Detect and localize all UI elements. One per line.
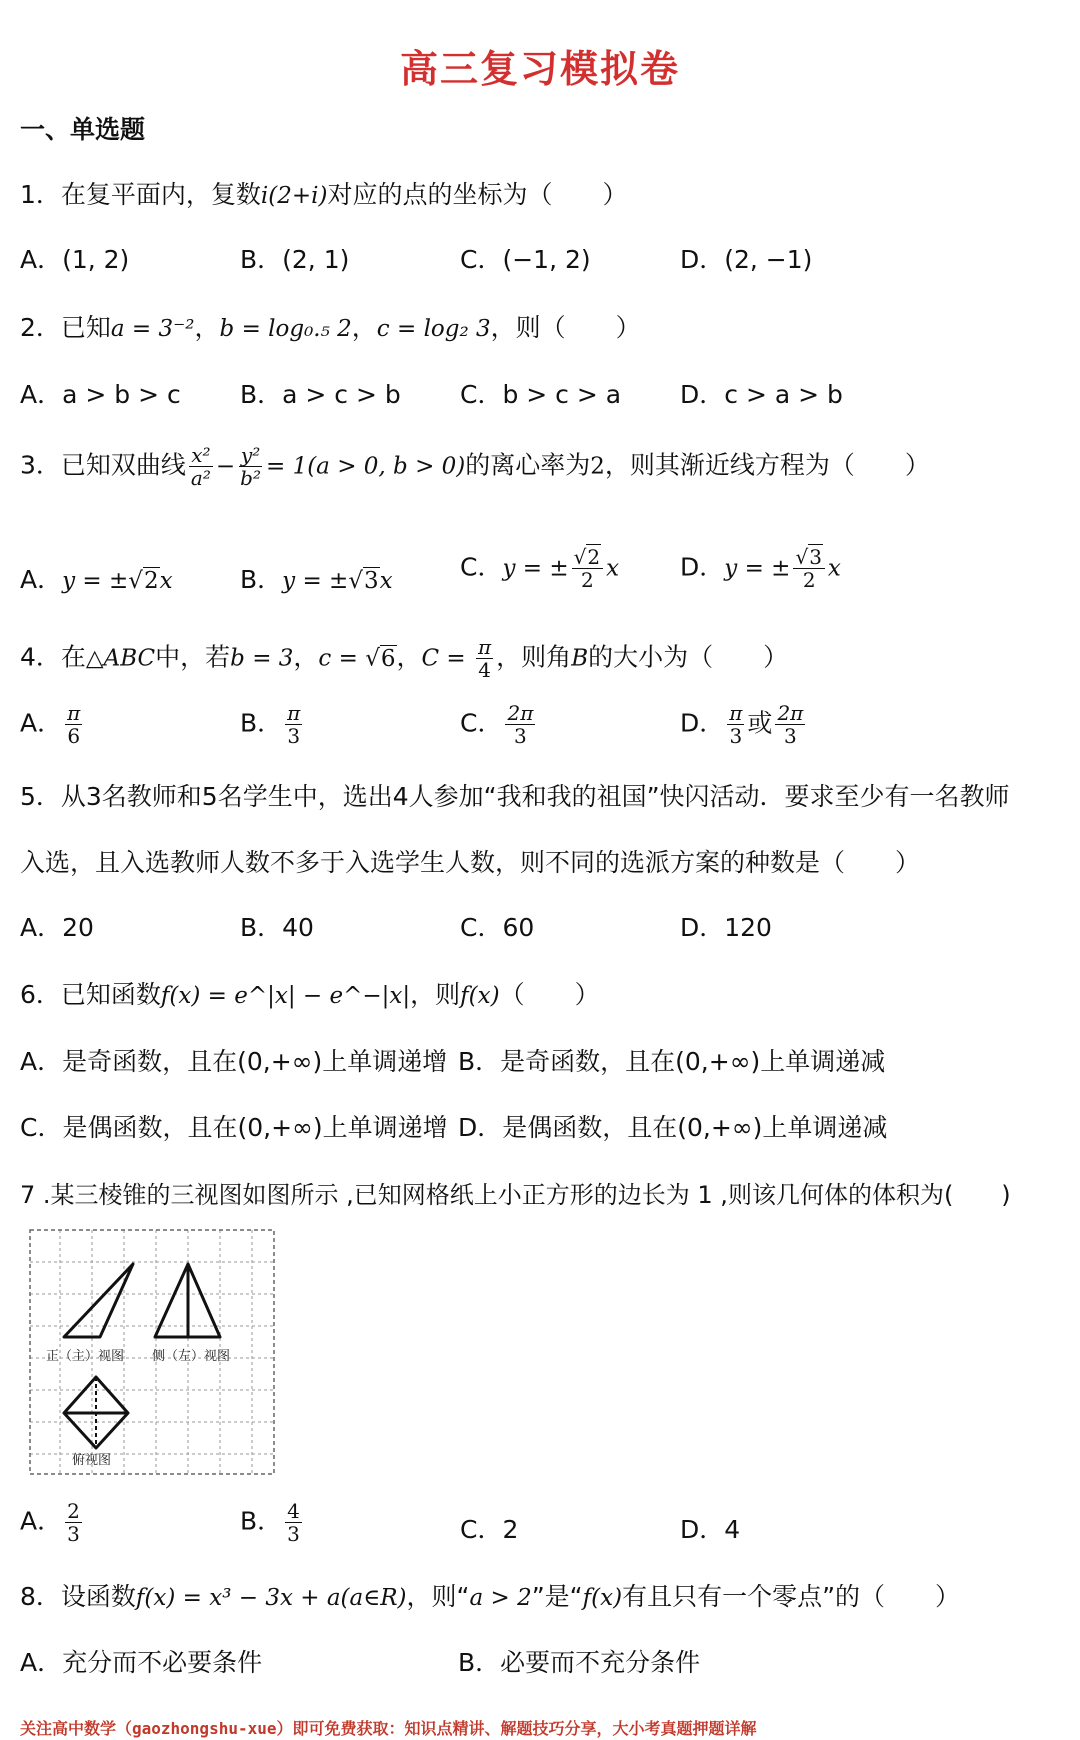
q4-c-den: 3 xyxy=(514,724,527,748)
q1-option-c[interactable]: C．(−1, 2) xyxy=(460,245,591,274)
q4-sep1: ， xyxy=(293,642,319,672)
q3-a-rad: 2 xyxy=(143,568,159,594)
question-5-line-1: 5．从3名教师和5名学生中，选出4人参加“我和我的祖国”快闪活动．要求至少有一名教师 xyxy=(20,782,1010,811)
q4-d-frac2 xyxy=(775,702,805,747)
three-view-figure xyxy=(28,1228,278,1476)
q3-b-label: B． xyxy=(240,565,283,594)
q3-option-d[interactable] xyxy=(680,546,841,591)
q1-option-a[interactable]: A．(1, 2) xyxy=(20,245,130,274)
q3-tail: = 1(a > 0, b > 0) xyxy=(265,453,466,480)
q2-prefix: 2．已知 xyxy=(20,313,111,342)
q4-a-frac xyxy=(65,702,82,747)
q3-c-post: x xyxy=(606,555,620,582)
q3-d-frac: $\frac{√3}{2}$ xyxy=(793,546,824,591)
q4-sep2: ， xyxy=(396,642,422,672)
q7-a-frac xyxy=(65,1500,82,1545)
fig-top-label: 俯视图 xyxy=(72,1453,112,1468)
q2-c: c = log₂ 3 xyxy=(376,316,491,342)
q7-b-frac xyxy=(285,1500,302,1545)
q3-prefix: 3．已知双曲线 xyxy=(20,450,186,480)
question-7: 7 .某三棱锥的三视图如图所示 ,已知网格纸上小正方形的边长为 1 ,则该几何体的体积为( ) xyxy=(20,1181,1011,1209)
q3-frac-y xyxy=(238,444,263,489)
q4-d-num1: π xyxy=(729,701,743,725)
q3-frac-x xyxy=(189,444,213,489)
section-heading: 一、单选题 xyxy=(20,115,146,144)
q3-c-frac: $\frac{√2}{2}$ xyxy=(572,546,603,591)
q4-b-den: 3 xyxy=(287,724,301,748)
q3-option-a[interactable]: A．y = ±√2x xyxy=(20,565,173,594)
q4-option-c[interactable] xyxy=(460,702,538,747)
q7-option-b[interactable] xyxy=(240,1500,305,1545)
q2-b: b = log₀.₅ 2 xyxy=(219,316,352,342)
question-8 xyxy=(20,1577,960,1613)
q4-prefix: 4．在 xyxy=(20,642,86,672)
q3-fx-num: x² xyxy=(191,443,211,467)
question-4: 4．在△ABC中，若b = 3，c = √6，C = $\frac{\pi}{4}$ ，则角B的大小为（ ） xyxy=(20,635,789,682)
q6-option-b[interactable]: B．是奇函数，且在(0,+∞)上单调递减 xyxy=(458,1047,886,1076)
q4-d-den1: 3 xyxy=(729,724,743,748)
q6-option-d[interactable]: D．是偶函数，且在(0,+∞)上单调递减 xyxy=(458,1113,888,1142)
q8-mid2: ”是“ xyxy=(531,1582,583,1611)
q1-prefix: 1．在复平面内，复数 xyxy=(20,180,261,209)
q6-option-c[interactable]: C．是偶函数，且在(0,+∞)上单调递增 xyxy=(20,1113,448,1142)
q7-b-label: B． xyxy=(240,1506,283,1536)
q4-d-label: D． xyxy=(680,708,725,738)
q4-option-d[interactable] xyxy=(680,702,808,747)
q4-mid2: ，则角 xyxy=(496,642,572,672)
q4-C-pre: C = xyxy=(421,645,474,672)
q3-d-den: 2 xyxy=(802,568,816,592)
q8-cond: a > 2 xyxy=(469,1585,532,1611)
question-1 xyxy=(20,175,628,211)
q3-a-pre: y = ± xyxy=(62,568,129,594)
q2-option-a[interactable]: A．a > b > c xyxy=(20,380,181,409)
q3-b-rad: 3 xyxy=(363,568,379,594)
q5-option-c[interactable]: C．60 xyxy=(460,913,535,942)
q1-suffix: 对应的点的坐标为（ ） xyxy=(327,180,628,209)
q4-tri: △ABC xyxy=(85,645,156,672)
q4-a-den: 6 xyxy=(67,724,81,748)
q3-fy-den: b² xyxy=(240,466,261,490)
q4-b: b = 3 xyxy=(230,645,294,672)
q4-b-label: B． xyxy=(240,708,283,738)
q3-option-c[interactable] xyxy=(460,546,619,591)
q4-c-num: 2π xyxy=(507,701,534,725)
q3-d-label: D． xyxy=(680,552,725,582)
q4-d-num2: 2π xyxy=(777,701,804,725)
q4-C-num: π xyxy=(478,635,492,659)
footer-promo: 关注高中数学（gaozhongshu-xue）即可免费获取：知识点精讲、解题技巧分享，大小考真题押题详解 xyxy=(20,1719,757,1738)
q7-a-num: 2 xyxy=(67,1499,80,1523)
three-view-diagram xyxy=(28,1228,278,1476)
q5-option-a[interactable]: A．20 xyxy=(20,913,94,942)
q4-c-pre: c = xyxy=(318,645,366,672)
q7-b-num: 4 xyxy=(287,1499,300,1523)
q5-option-d[interactable]: D．120 xyxy=(680,913,772,942)
q2-suffix: ，则（ ） xyxy=(490,313,641,342)
q2-a: a = 3⁻² xyxy=(110,316,195,342)
q4-C-frac xyxy=(476,636,493,681)
q6-fx: f(x) xyxy=(460,983,500,1009)
q3-e: 2 xyxy=(590,453,605,480)
q4-C-den: 4 xyxy=(478,658,491,682)
q7-option-d[interactable]: D．4 xyxy=(680,1515,741,1544)
q3-a-label: A． xyxy=(20,565,63,594)
q8-suffix: 有且只有一个零点”的（ ） xyxy=(622,1582,961,1611)
q4-b-num: π xyxy=(287,701,301,725)
q7-option-a[interactable] xyxy=(20,1500,85,1545)
q4-b-frac xyxy=(285,702,302,747)
q3-minus: − xyxy=(215,453,236,480)
q7-option-c[interactable]: C．2 xyxy=(460,1515,519,1544)
q1-option-b[interactable]: B．(2, 1) xyxy=(240,245,350,274)
q4-d-den2: 3 xyxy=(784,724,797,748)
q2-option-c[interactable]: C．b > c > a xyxy=(460,380,622,409)
q3-fy-num: y² xyxy=(240,443,261,467)
q7-a-den: 3 xyxy=(67,1522,80,1546)
q4-B: B xyxy=(571,645,589,672)
q4-a-label: A． xyxy=(20,708,63,738)
q3-c-pre: y = ± xyxy=(502,555,569,582)
q8-option-b[interactable]: B．必要而不充分条件 xyxy=(458,1648,701,1677)
q3-c-num: 2 xyxy=(587,545,601,569)
q8-mid1: ，则“ xyxy=(406,1582,470,1611)
q3-option-b[interactable]: B．y = ±√3x xyxy=(240,565,393,594)
q2-option-b[interactable]: B．a > c > b xyxy=(240,380,401,409)
q3-c-label: C． xyxy=(460,552,503,582)
q8-expr: f(x) = x³ − 3x + a(a∈R) xyxy=(135,1585,407,1611)
q3-fx-den: a² xyxy=(190,466,211,490)
q4-d-or: 或 xyxy=(747,708,773,738)
q3-c-den: 2 xyxy=(581,568,594,592)
q8-prefix: 8．设函数 xyxy=(20,1582,136,1611)
q2-sep2: ， xyxy=(351,313,377,342)
q3-mid: 的离心率为 xyxy=(465,450,591,480)
q6-mid: ，则 xyxy=(410,980,461,1009)
q3-d-post: x xyxy=(827,555,841,582)
q3-d-num: 3 xyxy=(809,545,822,569)
q6-suffix: （ ） xyxy=(499,980,600,1009)
q6-prefix: 6．已知函数 xyxy=(20,980,161,1009)
q2-sep1: ， xyxy=(194,313,220,342)
question-2 xyxy=(20,308,641,344)
question-3 xyxy=(20,444,930,489)
q1-expr: i(2+i) xyxy=(260,183,328,209)
q4-a-num: π xyxy=(67,701,81,725)
q4-d-frac1 xyxy=(727,702,744,747)
q3-b-pre: y = ± xyxy=(282,568,349,594)
q7-a-label: A． xyxy=(20,1506,63,1536)
q6-option-a[interactable]: A．是奇函数，且在(0,+∞)上单调递增 xyxy=(20,1047,448,1076)
fig-side-label: 侧（左）视图 xyxy=(152,1349,231,1364)
question-6 xyxy=(20,975,600,1011)
q4-option-a[interactable] xyxy=(20,702,85,747)
q7-b-den: 3 xyxy=(287,1522,300,1546)
q2-option-d[interactable]: D．c > a > b xyxy=(680,380,843,409)
q6-expr: f(x) = e^|x| − e^−|x| xyxy=(160,983,411,1009)
q3-suffix: ，则其渐近线方程为（ ） xyxy=(604,450,930,480)
question-5-line-2: 入选，且入选教师人数不多于入选学生人数，则不同的选派方案的种数是（ ） xyxy=(20,848,921,877)
q4-option-b[interactable] xyxy=(240,702,305,747)
q3-a-post: x xyxy=(159,568,173,594)
q1-option-d[interactable]: D．(2, −1) xyxy=(680,245,813,274)
q3-b-post: x xyxy=(379,568,393,594)
q5-option-b[interactable]: B．40 xyxy=(240,913,314,942)
page-title: 高三复习模拟卷 xyxy=(399,47,680,91)
q4-mid1: 中，若 xyxy=(155,642,231,672)
q4-c-rad: 6 xyxy=(380,645,396,672)
q8-fx: f(x) xyxy=(582,1585,623,1611)
q8-option-a[interactable]: A．充分而不必要条件 xyxy=(20,1648,263,1677)
q4-c-label: C． xyxy=(460,708,503,738)
q3-d-pre: y = ± xyxy=(724,555,791,582)
q4-c-frac xyxy=(505,702,535,747)
q4-suffix: 的大小为（ ） xyxy=(588,642,789,672)
fig-front-label: 正（主）视图 xyxy=(46,1349,125,1364)
